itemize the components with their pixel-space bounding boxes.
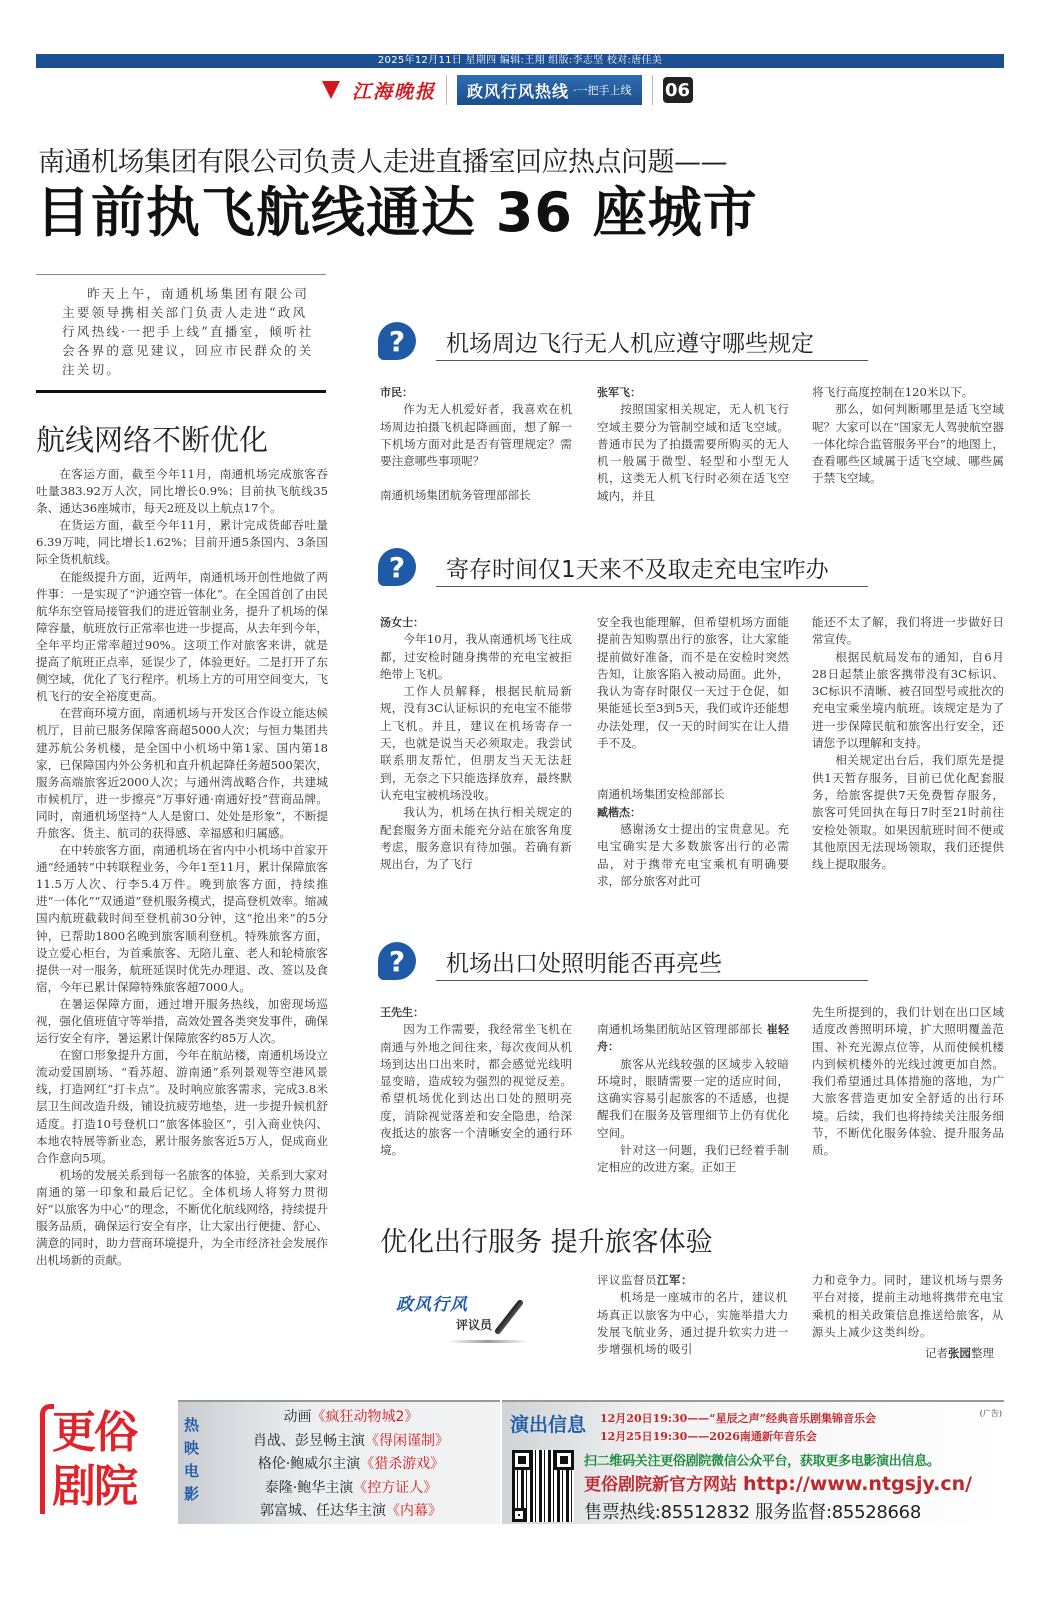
show-item: 12月25日19:30——2026南通新年音乐会 [600, 1430, 817, 1443]
divider [446, 75, 447, 105]
commentary-column [812, 1272, 1006, 1341]
paragraph: 在暑运保障方面，通过增开服务热线，加密现场巡视，强化值班值守等举措，高效处置各类突发事件，确保运行安全有序，暑运累计保障旅客约85万人次。 [36, 996, 328, 1046]
qa-column [597, 384, 789, 505]
shows-panel [502, 1400, 1004, 1524]
film-item: 动画《疯狂动物城2》 [283, 1409, 419, 1425]
section-title: 航线网络不断优化 [36, 423, 269, 457]
speaker-role-text: 南通机场集团航站区管理部部长 [597, 1022, 763, 1036]
paragraph: 因为工作需要，我经常坐飞机在南通与外地之间往来，每次夜间从机场到达出口出来时，都会感觉光线明显变暗，造成较为强烈的视觉反差。希望机场优化到达出口处的照明亮度，消除视觉落差和安全隐患，给深夜抵达的旅客一个清晰安全的通行环境。 [380, 1022, 572, 1158]
films-panel [178, 1400, 500, 1524]
film-item: 郭富城、任达华主演《内幕》 [260, 1503, 442, 1519]
paragraph: 先生所提到的，我们计划在出口区域适度改善照明环境，扩大照明覆盖范围、补充光源点位等，从而使候机楼内到候机楼外的光线过渡更加自然。我们希望通过具体措施的落地，为广大旅客营造更加安全舒适的出行环境。后续，我们也将持续关注服务细节，不断优化服务体验、提升服务品质。 [812, 1005, 1004, 1158]
paragraph: 在客运方面，截至今年11月，南通机场完成旅客吞吐量383.92万人次，同比增长0.9%；目前执飞航线35条、通达36座城市，每天2班及以上航点17个。 [36, 467, 328, 516]
lead-paragraph: 昨天上午，南通机场集团有限公司主要领导携相关部门负责人走进“政风行风热线·一把手上线”直播室，倾听社会各界的意见建议，回应市民群众的关注关切。 [62, 286, 314, 377]
film-list [206, 1406, 496, 1524]
website-link[interactable]: http://www.ntgsjy.cn/ [743, 1473, 973, 1495]
column-banner [457, 75, 642, 105]
paragraph: 工作人员解释，根据民航局新规，没有3C认证标识的充电宝不能带上飞机。并且，建议在机场寄存一天，也就是说当天必须取走。我尝试联系朋友帮忙，但朋友当天无法赶到，无奈之下只能选择放弃，最终默认充电宝被机场没收。 [380, 684, 572, 802]
speaker-role: 南通机场集团安检部部长 [597, 787, 725, 802]
speaker-name: 臧楷杰： [597, 805, 641, 819]
speaker-name: 崔轻舟： [597, 1023, 789, 1054]
question-icon: ? [378, 548, 416, 586]
ad-note: (广告) [979, 1409, 1002, 1418]
qa-column [380, 614, 572, 873]
divider [36, 390, 326, 393]
paragraph: 在能级提升方面，近两年，南通机场开创性地做了两件事：一是实现了“沪通空管一体化”。在全国首创了由民航华东空管局接管我们的进近管制业务，提升了机场的保障容量，航班放行正常率也进一步提高，从去年到今年，全年平均正常率超过90%。这项工作对旅客来讲，就是提高了航班正点率，延误少了，体验更好。二是打开了东侧空域，优化了飞行程序。机场上方的可用空间变大，飞机飞行的安全裕度更高。 [36, 569, 328, 704]
date-editor-bar: 2025年12月11日 星期四 编辑:王翔 组版:李志坚 校对:唐佳美 [36, 54, 1004, 68]
film-item: 肖战、彭昱畅主演《得闲谨制》 [253, 1432, 449, 1449]
qa-header [378, 942, 722, 980]
column-subtitle: ·一把手上线 [573, 84, 632, 97]
speaker-name: 汤女士： [380, 616, 424, 629]
paragraph: 相关规定出台后，我们原先是提供1天暂存服务，目前已优化配套服务，给旅客提供7天免费暂存服务，旅客可凭回执在每日7时至21时前往安检处领取。如果因航班时间不便或其他原因无法现场领取，我们还提供线上提取服务。 [812, 753, 1004, 872]
paragraph: 安全我也能理解，但希望机场方面能提前告知购票出行的旅客，让大家能提前做好准备，而不是在安检时突然告知，让旅客陷入被动局面。此外，我认为寄存时限仅一天过于仓促，如果能延长至3到5天，我们或许还能想办法处理，仅一天的时间实在让人措手不及。 [597, 615, 789, 751]
film-item: 泰隆·鲍华主演《控方证人》 [264, 1479, 438, 1496]
divider [436, 586, 868, 587]
paragraph: 我认为，机场在执行相关规定的配套服务方面未能充分站在旅客角度考虑，服务意识有待加强。若确有新规出台，为了飞行 [380, 805, 572, 872]
theater-logo [36, 1398, 176, 1524]
hotline: 售票热线:85512832 服务监督:85528668 [584, 1502, 921, 1523]
paragraph: 按照国家相关规定，无人机飞行空域主要分为管制空域和适飞空域。普通市民为了拍摄需要所购买的无人机一般属于微型、轻型和小型无人机，这类无人机飞行时必须在适飞空域内，并且 [597, 402, 789, 503]
paragraph: 那么，如何判断哪里是适飞空域呢？大家可以在“国家无人驾驶航空器一体化综合监管服务平台”的地图上，查看哪些区域属于适飞空域、哪些属于禁飞空域。 [812, 402, 1004, 486]
divider [652, 75, 653, 105]
qa-column [597, 614, 789, 890]
question-icon: ? [378, 942, 416, 980]
qa-header [378, 322, 814, 360]
paragraph: 根据民航局发布的通知，自6月28日起禁止旅客携带没有3C标识、3C标识不清晰、被召回型号或批次的充电宝乘坐境内航班。该规定是为了进一步保障民航和旅客出行安全，还请您予以理解和支持。 [812, 649, 1004, 751]
reviewer-badge [388, 1288, 538, 1346]
speaker-role [597, 1021, 789, 1056]
show-item: 12月20日19:30——“星辰之声”经典音乐剧集锦音乐会 [600, 1412, 876, 1425]
qa-column [380, 1004, 572, 1160]
film-item: 格伦·鲍威尔主演《猎杀游戏》 [257, 1456, 445, 1472]
qa-title: 机场出口处照明能否再亮些 [446, 950, 722, 977]
theater-advertisement [36, 1398, 1004, 1524]
speaker-name: 市民： [380, 386, 413, 399]
qa-header [378, 548, 829, 586]
column-name: 政风行风热线 [467, 81, 570, 101]
paragraph: 感谢汤女士提出的宝贵意见。充电宝确实是大多数旅客出行的必需品，对于携带充电宝乘机有明确要求，部分旅客对此可 [597, 821, 789, 888]
kicker-headline: 南通机场集团有限公司负责人走进直播室回应热点问题—— [38, 147, 727, 178]
badge-script: 政风行风 [396, 1295, 468, 1315]
qa-column [597, 1021, 789, 1177]
qa-title: 机场周边飞行无人机应遵守哪些规定 [446, 330, 814, 357]
qa-column [812, 614, 1004, 873]
paragraph: 在窗口形象提升方面，今年在航站楼，南通机场设立流动爱国剧场、“看苏超、游南通”系列景观等空港风景线，打造网红“打卡点”。及时响应旅客需求，完成3.8米层卫生间改造升级，铺设抗疲劳地垫，进一步提升候机舒适度。打造10号登机口“旅客体验区”，引入商业快闪、本地农特展等新业态，累计服务旅客近5万人，促成商业合作意向5项。 [36, 1048, 328, 1165]
reviewer-name: 江军： [656, 1273, 693, 1287]
qa-column [812, 1004, 1004, 1160]
paragraph: 在营商环境方面，南通机场与开发区合作设立能达候机厅，目前已服务保障客商超5000人次；与恒力集团共建苏航公务机楼，是全国中小机场中第1家、国内第18家，已保障国内外公务机和直升机起降任务超500架次，服务高端旅客近2000人次；与通州湾战略合作，共建城市候机厅，进一步擦亮“万事好通·南通好投”营商品牌。同时，南通机场坚持“人人是窗口、处处是形象”，不断提升旅客、货主、航司的获得感、幸福感和归属感。 [36, 706, 328, 840]
paragraph: 旅客从光线较强的区域步入较暗环境时，眼睛需要一定的适应时间，这确实容易引起旅客的不适感，也提醒我们在服务及管理细节上仍有优化空间。 [597, 1056, 789, 1140]
page-number: 06 [663, 77, 693, 103]
paragraph: 在货运方面，截至今年11月，累计完成货邮吞吐量6.39万吨，同比增长1.62%；目前开通5条国内、3条国际全货机航线。 [36, 518, 328, 567]
reviewer-role: 评议监督员 [597, 1273, 657, 1287]
question-icon: ? [378, 322, 416, 360]
paragraph: 在中转旅客方面，南通机场在省内中小机场中首家开通“经通转”中转联程业务，今年1至11月，累计保障旅客11.5万人次、行李5.4万件。晚到旅客方面，持续推进“一体化”“双通道”登机服务模式，提高登机效率。缩减国内航班截载时间至登机前30分钟，这“抢出来”的5分钟，已帮助1800名晚到旅客顺利登机。特殊旅客方面，设立爱心柜台，为首乘旅客、无陪儿童、老人和轮椅旅客提供一对一服务，航班延误时优先办理退、改、签以及食宿，今年已累计保障特殊旅客超7000人。 [36, 843, 328, 994]
divider [36, 274, 326, 275]
website-line: 更俗剧院新官方网站 http://www.ntgsjy.cn/ [584, 1473, 973, 1495]
brand-line: 更俗 [52, 1407, 136, 1458]
paragraph: 针对这一问题，我们已经着手制定相应的改进方案。正如王 [597, 1143, 789, 1175]
paragraph: 机场的发展关系到每一名旅客的体验，关系到大家对南通的第一印象和最后记忆。全体机场人将努力贯彻好“以旅客为中心”的理念，不断优化航线网络，持续提升服务品质，确保运行安全有序，让大家出行便捷、舒心、满意的同时，助力营商环境提升，为全市经济社会发展作出机场新的贡献。 [36, 1167, 328, 1268]
paragraph: 作为无人机爱好者，我喜欢在机场周边拍摄飞机起降画面，想了解一下机场方面对此是否有管理规定？需要注意哪些事项呢？ [380, 402, 572, 469]
badge-label: 评议员 [456, 1318, 493, 1332]
main-headline: 目前执飞航线通达 36 座城市 [36, 181, 758, 244]
masthead [320, 74, 693, 106]
article-body [36, 466, 328, 1269]
paragraph: 机场是一座城市的名片，建议机场真正以旅客为中心，实施举措大力发展飞航业务，通过提升软实力进一步增强机场的吸引 [597, 1290, 789, 1357]
speaker-name: 张军飞： [597, 386, 641, 399]
reporter-name: 张园 [948, 1346, 971, 1360]
divider [436, 360, 868, 361]
commentary-title: 优化出行服务 提升旅客体验 [380, 1227, 713, 1258]
pen-icon [494, 1299, 525, 1336]
paragraph: 能还不太了解，我们将进一步做好日常宣传。 [812, 615, 1004, 647]
paragraph: 力和竞争力。同时，建议机场与票务平台对接，提前主动地将携带充电宝乘机的相关政策信息推送给旅客，从源头上减少这类纠纷。 [812, 1273, 1004, 1339]
shows-label: 演出信息 [510, 1414, 587, 1436]
newspaper-logo-icon [320, 79, 342, 101]
qa-column [380, 384, 572, 505]
speaker-role: 南通机场集团航务管理部部长 [380, 488, 531, 503]
paragraph: 今年10月，我从南通机场飞往成都，过安检时随身携带的充电宝被拒绝带上飞机。 [380, 632, 572, 681]
brand-line: 剧院 [52, 1461, 136, 1512]
films-label: 热映电影 [184, 1416, 200, 1503]
qa-title: 寄存时间仅1天来不及取走充电宝咋办 [446, 556, 829, 583]
speaker-name: 王先生： [380, 1006, 424, 1019]
commentary-column [597, 1272, 791, 1358]
byline: 记者张园整理 [925, 1346, 994, 1360]
newspaper-name: 江海晚报 [352, 80, 437, 103]
scan-prompt: 扫二维码关注更俗剧院微信公众平台，获取更多电影演出信息。 [584, 1454, 940, 1469]
qr-code-icon [512, 1450, 574, 1522]
qa-column [812, 384, 1004, 488]
paragraph: 将飞行高度控制在120米以下。 [812, 385, 974, 399]
divider [436, 980, 868, 981]
